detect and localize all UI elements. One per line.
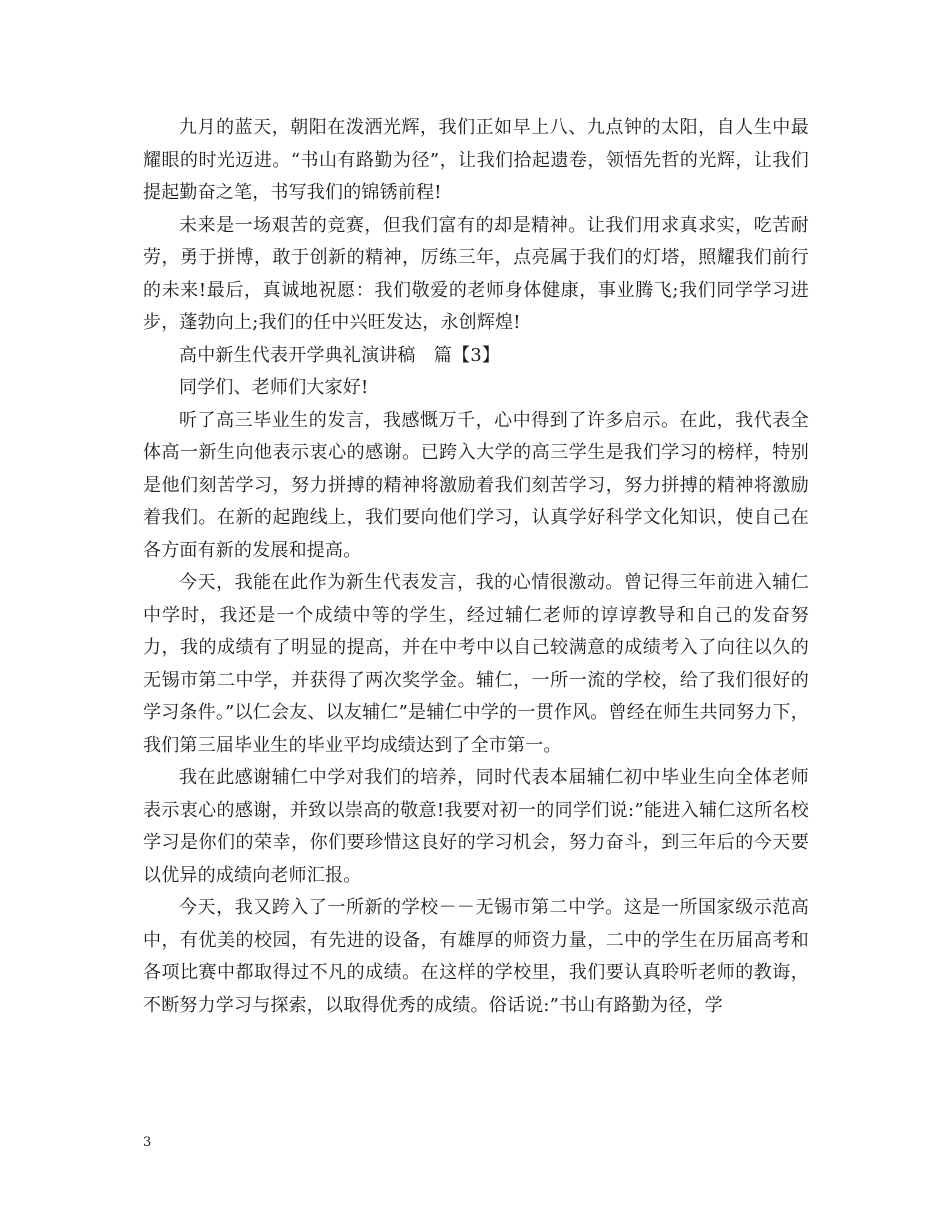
paragraph: 听了高三毕业生的发言，我感慨万千，心中得到了许多启示。在此，我代表全体高一新生向他表示衷心的感谢。已跨入大学的高三学生是我们学习的榜样，特别是他们刻苦学习，努力拼搏的精神将激励着我们刻苦学习，努力拼搏的精神将激励着我们。在新的起跑线上，我们要向他们学习，认真学好科学文化知识，使自己在各方面有新的发展和提高。 <box>143 409 809 561</box>
document-body <box>143 112 809 1022</box>
page-number: 3 <box>143 1135 152 1150</box>
paragraph: 未来是一场艰苦的竞赛，但我们富有的却是精神。让我们用求真求实，吃苦耐劳，勇于拼博，敢于创新的精神，厉练三年，点亮属于我们的灯塔，照耀我们前行的未来!最后，真诚地祝愿：我们敬爱的老师身体健康，事业腾飞;我们同学学习进步，蓬勃向上;我们的任中兴旺发达，永创辉煌! <box>143 214 809 333</box>
paragraph: 我在此感谢辅仁中学对我们的培养，同时代表本届辅仁初中毕业生向全体老师表示衷心的感谢，并致以崇高的敬意!我要对初一的同学们说:”能进入辅仁这所名校学习是你们的荣幸，你们要珍惜这良好的学习机会，努力奋斗，到三年后的今天要以优异的成绩向老师汇报。 <box>143 767 809 886</box>
paragraph: 今天，我能在此作为新生代表发言，我的心情很激动。曾记得三年前进入辅仁中学时，我还是一个成绩中等的学生，经过辅仁老师的谆谆教导和自己的发奋努力，我的成绩有了明显的提高，并在中考中以自己较满意的成绩考入了向往以久的无锡市第二中学，并获得了两次奖学金。辅仁，一所一流的学校，给了我们很好的学习条件。”以仁会友、以友辅仁”是辅仁中学的一贯作风。曾经在师生共同努力下，我们第三届毕业生的毕业平均成绩达到了全市第一。 <box>143 572 809 756</box>
salutation: 同学们、老师们大家好! <box>179 377 369 398</box>
paragraph: 今天，我又跨入了一所新的学校－－无锡市第二中学。这是一所国家级示范高中，有优美的校园，有先进的设备，有雄厚的师资力量，二中的学生在历届高考和各项比赛中都取得过不凡的成绩。在这样的学校里，我们要认真聆听老师的教诲，不断努力学习与探索，以取得优秀的成绩。俗话说:”书山有路勤为径，学 <box>143 897 809 1016</box>
section-heading: 高中新生代表开学典礼演讲稿 篇【3】 <box>179 344 501 366</box>
paragraph: 九月的蓝天，朝阳在泼洒光辉，我们正如早上八、九点钟的太阳，自人生中最耀眼的时光迈进。“书山有路勤为径”，让我们拾起遗卷，领悟先哲的光辉，让我们提起勤奋之笔，书写我们的锦锈前程! <box>143 117 809 203</box>
